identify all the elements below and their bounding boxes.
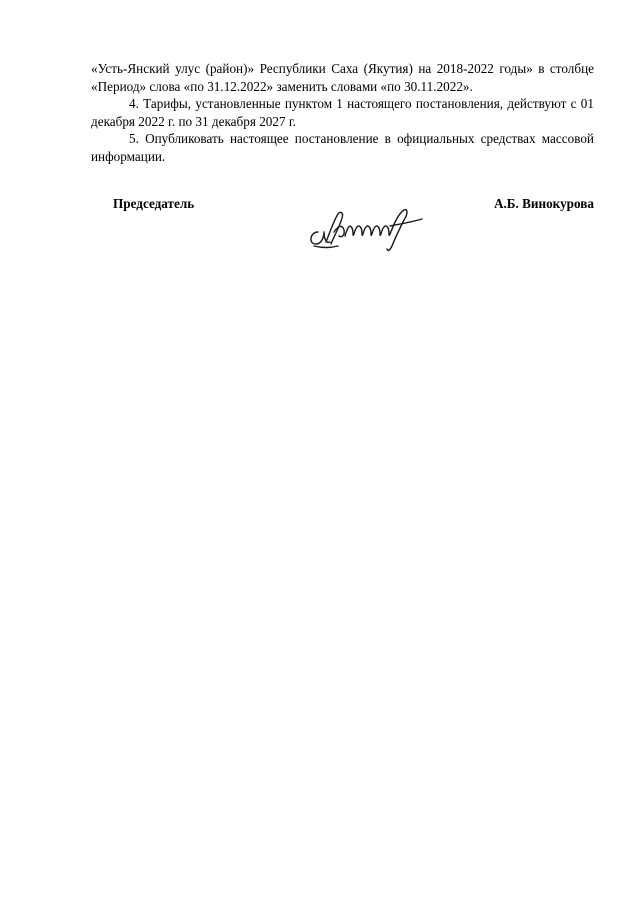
signatory-role: Председатель [113,196,195,211]
document-body [91,60,594,165]
paragraph-item-4: 4. Тарифы, установленные пунктом 1 настоящего постановления, действуют с 01 декабря 2022 г. по 31 декабря 2027 г. [91,96,594,129]
handwritten-signature [304,202,429,254]
signature-block [91,196,594,256]
paragraph-continuation: «Усть-Янский улус (район)» Республики Саха (Якутия) на 2018-2022 годы» в столбце «Период» слова «по 31.12.2022» заменить словами «по 30.11.2022». [91,61,594,94]
paragraph-item-5: 5. Опубликовать настоящее постановление в официальных средствах массовой информации. [91,131,594,164]
signatory-name: А.Б. Винокурова [493,196,594,211]
